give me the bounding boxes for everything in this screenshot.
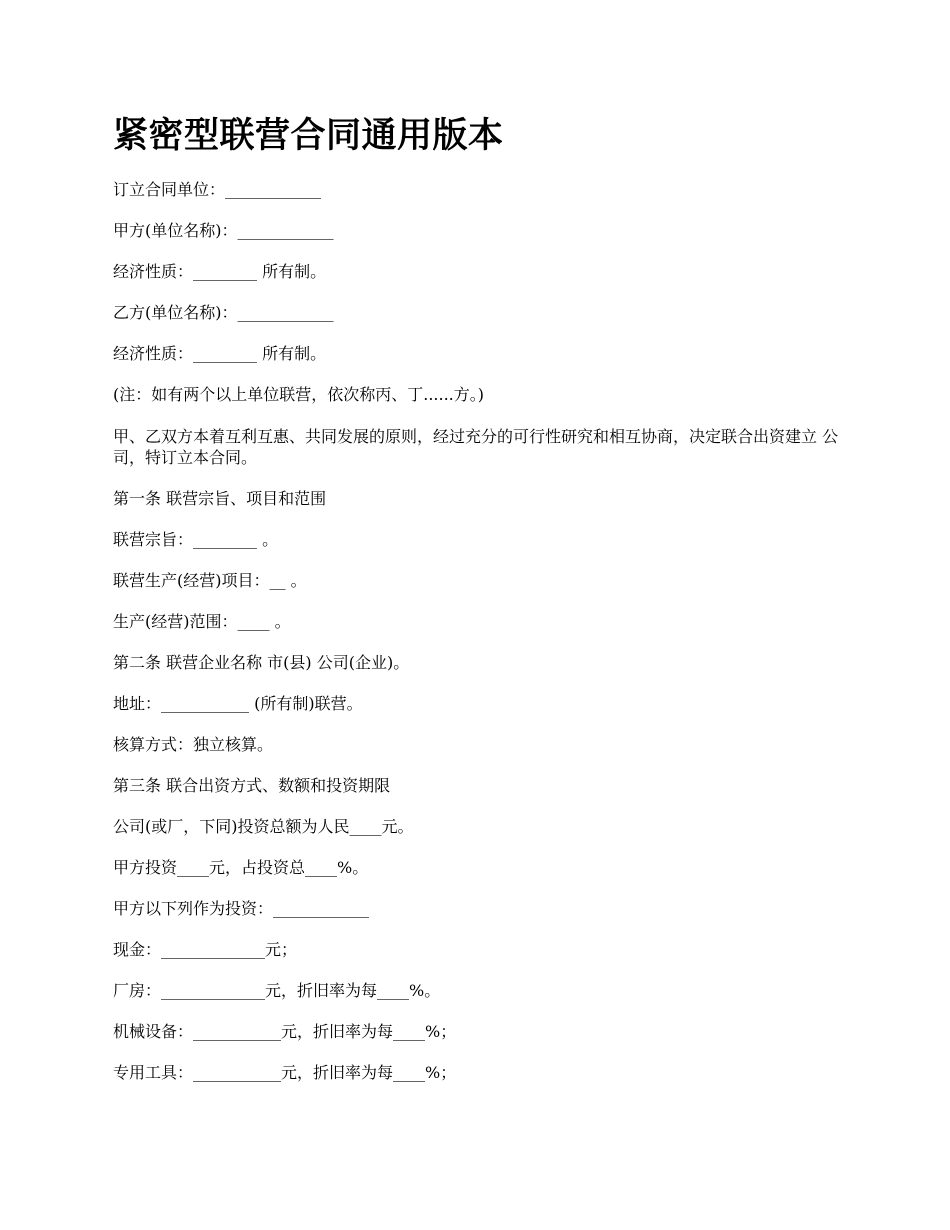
paragraph-party-a-name: 甲方(单位名称)：____________ — [113, 221, 334, 240]
paragraph-preamble: 甲、乙双方本着互利互惠、共同发展的原则，经过充分的可行性研究和相互协商，决定联合出资建立 公司，特订立本合同。 — [113, 427, 839, 467]
paragraph-accounting: 核算方式：独立核算。 — [113, 735, 274, 754]
paragraph-machinery: 机械设备：___________元，折旧率为每____%； — [113, 1022, 457, 1041]
paragraph-project: 联营生产(经营)项目：__ 。 — [113, 571, 307, 590]
article-2-heading: 第二条 联营企业名称 市(县) 公司(企业)。 — [113, 653, 410, 672]
paragraph-tools: 专用工具：___________元，折旧率为每____%； — [113, 1063, 457, 1082]
paragraph-plant: 厂房：_____________元，折旧率为每____%。 — [113, 981, 441, 1000]
paragraph-party-b-ownership: 经济性质：________ 所有制。 — [113, 344, 327, 363]
paragraph-party-a-ownership: 经济性质：________ 所有制。 — [113, 262, 327, 281]
article-3-heading: 第三条 联合出资方式、数额和投资期限 — [113, 776, 391, 795]
article-1-heading: 第一条 联营宗旨、项目和范围 — [113, 489, 327, 508]
paragraph-purpose: 联营宗旨：________ 。 — [113, 530, 279, 549]
paragraph-scope: 生产(经营)范围：____ 。 — [113, 612, 291, 631]
document-title: 紧密型联营合同通用版本 — [113, 116, 504, 156]
document-body — [113, 180, 843, 1104]
paragraph-contract-parties: 订立合同单位：____________ — [113, 180, 322, 199]
paragraph-cash: 现金：_____________元； — [113, 940, 298, 959]
paragraph-address: 地址：___________ (所有制)联营。 — [113, 694, 363, 713]
paragraph-total-investment: 公司(或厂，下同)投资总额为人民____元。 — [113, 817, 414, 836]
paragraph-note: (注：如有两个以上单位联营，依次称丙、丁......方。) — [113, 385, 485, 404]
paragraph-party-b-name: 乙方(单位名称)：____________ — [113, 303, 334, 322]
paragraph-party-a-items: 甲方以下列作为投资：____________ — [113, 899, 370, 918]
paragraph-party-a-investment: 甲方投资____元，占投资总____%。 — [113, 858, 369, 877]
